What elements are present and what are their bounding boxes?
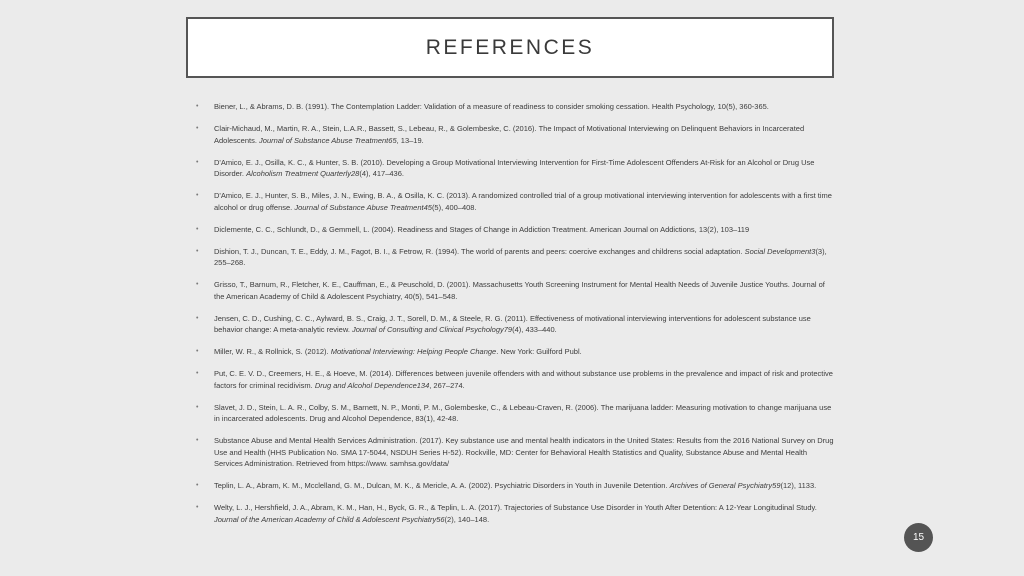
reference-journal: Journal of Substance Abuse Treatment [259,135,389,145]
bullet-icon: • [196,247,199,255]
bullet-icon: • [196,314,199,322]
reference-text-end: . New York: Guilford Publ. [496,347,582,356]
reference-journal: Social Development [744,246,812,256]
reference-journal: Journal of Substance Abuse Treatment [294,202,424,212]
reference-text-end: (5), 400–408. [431,202,477,212]
reference-list [196,101,836,536]
reference-journal: Alcoholism Treatment Quarterly [246,169,352,178]
reference-item [196,101,836,113]
bullet-icon: • [196,348,199,355]
reference-text: Biener, L., & Abrams, D. B. (1991). The Contemplation Ladder: Validation of a measure of readiness to consider smoking cessation. Health Psychology, 10(5), 360-365. [214,102,769,111]
reference-text-end: (4), 417–436. [359,169,404,178]
reference-item [196,502,836,525]
reference-journal: Drug and Alcohol Dependence [314,380,417,390]
reference-text-end: , 13–19. [396,135,424,145]
bullet-icon: • [196,103,199,110]
reference-journal: Archives of General Psychiatry [669,481,773,490]
reference-text: D'Amico, E. J., Osilla, K. C., & Hunter, S. B. (2010). Developing a Group Motivational Interviewing Intervention for First-Time Adolescent Offenders At-Risk for an Alcohol or Drug Use Disorder. [214,157,815,178]
reference-volume: 59 [772,481,781,490]
reference-text: Jensen, C. D., Cushing, C. C., Aylward, B. S., Craig, J. T., Sorell, D. M., & Steele, R. G. (2011). Effectiveness of motivational interviewing interventions for adolescent substance use behavior change: A meta-analytic review. [214,313,811,334]
reference-text: Welty, L. J., Hershfield, J. A., Abram, K. M., Han, H., Byck, G. R., & Teplin, L. A. (2017). Trajectories of Substance Use Disorder in Youth After Detention: A 12-Year Longitudinal Study. [214,503,817,512]
reference-item [196,123,836,146]
bullet-icon: • [196,281,199,288]
reference-text: Grisso, T., Barnum, R., Fletcher, K. E., Cauffman, E., & Peuschold, D. (2001). Massachusetts Youth Screening Instrument for Mental Health Needs of Juvenile Justice Youths. Journal of the American Academy of Child & Adolescent Psychiatry, 40(5), 541–548. [214,280,825,301]
reference-journal: Journal of Consulting and Clinical Psychology [352,325,504,334]
reference-item [196,190,836,213]
reference-volume: 79 [503,325,513,334]
title-box [186,17,834,78]
reference-item [196,346,836,358]
reference-text: Slavet, J. D., Stein, L. A. R., Colby, S. M., Barnett, N. P., Monti, P. M., Golembeske, C., & Lebeau-Craven, R. (2006). The marijuana ladder: Measuring motivation to change marijuana use in incarcerated adolescents. Drug and Alcohol Dependence, 83(1), 42-48. [214,402,832,423]
bullet-icon: • [196,482,199,489]
reference-text: Put, C. E. V. D., Creemers, H. E., & Hoeve, M. (2014). Differences between juvenile offenders with and without substance use problems in the prevalence and impact of risk and protective factors for criminal recidivism. [214,369,833,390]
reference-journal: Motivational Interviewing: Helping People Change [330,347,497,356]
reference-journal: Journal of the American Academy of Child & Adolescent Psychiatry [214,514,437,524]
reference-text-end: (3), 255–268. [214,246,827,267]
reference-item [196,246,836,269]
reference-text: Teplin, L. A., Abram, K. M., Mcclelland, G. M., Dulcan, M. K., & Mericle, A. A. (2002). Psychiatric Disorders in Youth in Juvenile Detention. [214,481,670,490]
reference-item [196,480,836,492]
reference-item [196,368,836,391]
reference-item [196,402,836,425]
reference-text: Clair-Michaud, M., Martin, R. A., Stein, L.A.R., Bassett, S., Lebeau, R., & Golembeske, C. (2016). The Impact of Motivational Interviewing on Delinquent Behaviors in Incarcerated Adolescents. [214,124,805,145]
reference-item [196,313,836,336]
reference-volume: 56 [436,514,445,524]
reference-text: Substance Abuse and Mental Health Services Administration. (2017). Key substance use and mental health indicators in the United States: Results from the 2016 National Survey on Drug Use and Health (HHS Publication No. SMA 17-5044, NSDUH Series H-52). Rockville, MD: Center for Behavioral Health Statistics and Quality, Substance Abuse and Mental Health Services Administration. Retrieved from https://www. samhsa.gov/data/ [214,436,834,468]
bullet-icon: • [196,125,199,132]
reference-item [196,224,836,236]
reference-volume: 65 [388,135,397,145]
reference-volume: 134 [416,380,430,390]
bullet-icon: • [196,158,199,166]
reference-text-end: (12), 1133. [780,481,817,490]
reference-text: D'Amico, E. J., Hunter, S. B., Miles, J. N., Ewing, B. A., & Osilla, K. C. (2013). A randomized controlled trial of a group motivational interviewing intervention for adolescents with a first time alcohol or drug offense. [214,191,832,212]
bullet-icon: • [196,225,199,233]
reference-item [196,157,836,180]
reference-text: Miller, W. R., & Rollnick, S. (2012). [214,347,331,356]
page-number-badge [904,523,933,552]
bullet-icon: • [196,504,199,511]
reference-text-end: (2), 140–148. [444,514,490,524]
reference-text: Diclemente, C. C., Schlundt, D., & Gemmell, L. (2004). Readiness and Stages of Change in Addiction Treatment. American Journal on Addictions, 13(2), 103–119 [214,224,750,234]
reference-volume: 3 [811,246,816,256]
reference-item [196,435,836,470]
bullet-icon: • [196,437,199,444]
reference-item [196,279,836,302]
slide-title: REFERENCES [425,35,595,59]
reference-text-end: (4), 433–440. [512,325,557,334]
bullet-icon: • [196,370,199,377]
reference-text-end: , 267–274. [429,380,465,390]
reference-volume: 45 [423,202,432,212]
reference-text: Dishion, T. J., Duncan, T. E., Eddy, J. M., Fagot, B. I., & Fetrow, R. (1994). The world of parents and peers: coercive exchanges and childrens social adaptation. [214,246,745,256]
bullet-icon: • [196,403,199,411]
page-number: 15 [912,532,925,543]
bullet-icon: • [196,192,199,199]
reference-volume: 28 [351,169,360,178]
